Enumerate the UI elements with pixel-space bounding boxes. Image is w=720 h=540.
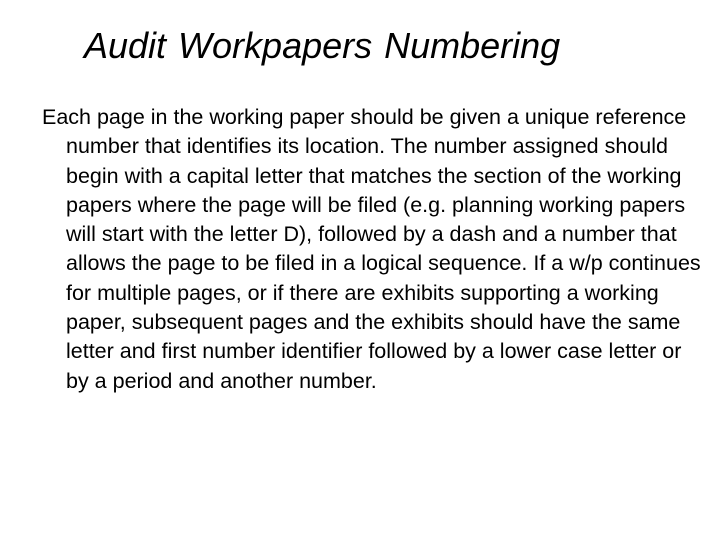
slide-body bbox=[42, 103, 704, 396]
body-paragraph: Each page in the working paper should be given a unique reference number that identifies its location. The number assigned should begin with a capital letter that matches the section of the working papers where the page will be filed (e.g. planning working papers will start with the letter D), followed by a dash and a number that allows the page to be filed in a logical sequence. If a w/p continues for multiple pages, or if there are exhibits supporting a working paper, subsequent pages and the exhibits should have the same letter and first number identifier followed by a lower case letter or by a period and another number. bbox=[42, 105, 701, 393]
slide-title: Audit Workpapers Numbering bbox=[84, 25, 561, 66]
